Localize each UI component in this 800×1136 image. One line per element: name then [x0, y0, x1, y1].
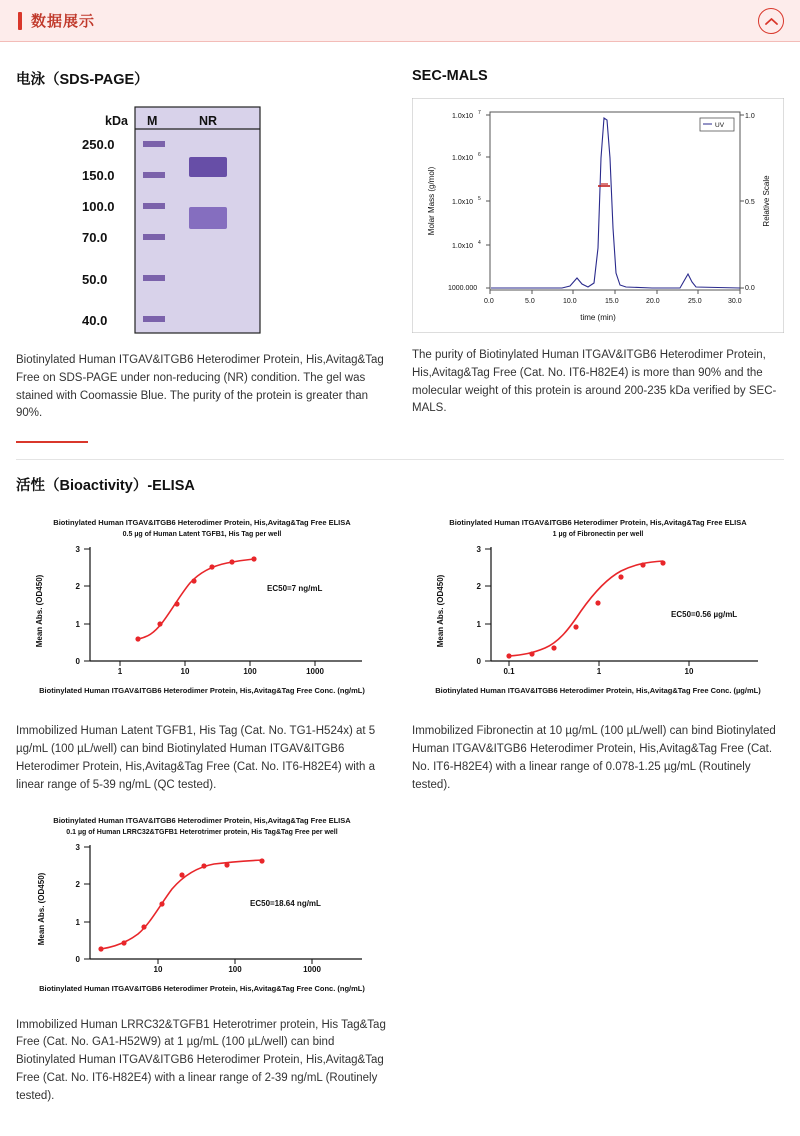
secmals-chart	[412, 98, 784, 333]
chart-title: Biotinylated Human ITGAV&ITGB6 Heterodimer Protein, His,Avitag&Tag Free ELISA	[449, 518, 747, 528]
svg-text:250.0: 250.0	[82, 137, 115, 152]
caption-elisa-fibronectin: Immobilized Fibronectin at 10 µg/mL (100 µL/well) can bind Biotinylated Human ITGAV&ITGB6 Heterodimer Protein, His,Avitag&Tag Free (Cat. No. IT6-H82E4) with a linear range of 0.078-1.25 µg/mL (Routinely tested).	[412, 725, 776, 791]
svg-text:100: 100	[228, 964, 242, 974]
svg-text:50.0: 50.0	[82, 272, 108, 287]
spacer-column	[412, 809, 784, 999]
elisa-chart-lrrc32	[22, 809, 382, 999]
svg-text:2: 2	[75, 879, 80, 889]
svg-text:10.0: 10.0	[563, 298, 577, 305]
title-accent-bar	[18, 12, 22, 30]
row-elisa-captions-top	[16, 723, 784, 794]
section-title-secmals: SEC-MALS	[412, 68, 488, 84]
svg-text:30.0: 30.0	[728, 298, 742, 305]
svg-text:NR: NR	[199, 114, 218, 128]
svg-text:1: 1	[75, 917, 80, 927]
chart-ylabel: Mean Abs. (OD450)	[436, 574, 445, 648]
caption-elisa-lrrc32: Immobilized Human LRRC32&TGFB1 Heterotrimer protein, His Tag&Tag Free (Cat. No. GA1-H52W9) at 1 µg/mL (100 µL/well) can bind Biotinylated Human ITGAV&ITGB6 Heterodimer Protein, His,Avitag&Tag Free (Cat. No. IT6-H82E4) with a linear range of 2-39 ng/mL (Routinely tested).	[16, 1018, 386, 1102]
svg-text:1000: 1000	[303, 964, 321, 974]
elisa-chart-fibronectin	[413, 511, 783, 701]
caption-electrophoresis: Biotinylated Human ITGAV&ITGB6 Heterodimer Protein, His,Avitag&Tag Free on SDS-PAGE under non-reducing (NR) condition. The gel was stained with Coomassie Blue. The purity of the protein is greater than 90%.	[16, 354, 384, 420]
svg-text:15.0: 15.0	[605, 298, 619, 305]
section-divider	[16, 441, 88, 443]
svg-text:1000.000: 1000.000	[448, 285, 478, 292]
svg-text:kDa: kDa	[105, 114, 128, 128]
svg-text:1: 1	[476, 620, 481, 630]
panel-content	[0, 42, 800, 1136]
svg-text:0.0: 0.0	[745, 285, 755, 292]
chart-subtitle: 1 µg of Fibronectin per well	[552, 531, 644, 539]
svg-text:1: 1	[117, 667, 123, 677]
svg-text:5.0: 5.0	[525, 298, 535, 305]
svg-text:UV: UV	[715, 122, 725, 129]
svg-text:3: 3	[75, 545, 80, 555]
gel-figure	[16, 103, 388, 338]
caption-elisa-tgfb1: Immobilized Human Latent TGFB1, His Tag (Cat. No. TG1-H524x) at 5 µg/mL (100 µL/well) can bind Biotinylated Human ITGAV&ITGB6 Heterodimer Protein, His,Avitag&Tag Free (Cat. No. IT6-H82E4) with a linear range of 5-39 ng/mL (QC tested).	[16, 725, 376, 791]
svg-text:1: 1	[596, 667, 602, 677]
svg-text:100.0: 100.0	[82, 199, 115, 214]
chart-xlabel: Biotinylated Human ITGAV&ITGB6 Heterodimer Protein, His,Avitag&Tag Free Conc. (ng/mL)	[39, 686, 365, 696]
secmals-figure	[412, 98, 784, 333]
svg-text:25.0: 25.0	[688, 298, 702, 305]
chart-title: Biotinylated Human ITGAV&ITGB6 Heterodimer Protein, His,Avitag&Tag Free ELISA	[53, 815, 351, 825]
svg-text:7: 7	[478, 110, 481, 116]
collapse-toggle-button[interactable]	[758, 8, 784, 34]
svg-text:0.5: 0.5	[745, 199, 755, 206]
elisa-block-tgfb1	[16, 511, 388, 701]
svg-text:1.0x10: 1.0x10	[452, 243, 474, 250]
svg-text:0.1: 0.1	[503, 667, 515, 677]
svg-text:0: 0	[75, 657, 80, 667]
svg-text:time (min): time (min)	[580, 313, 616, 322]
svg-text:40.0: 40.0	[82, 313, 108, 328]
elisa-chart-tgfb1	[22, 511, 382, 701]
row-elisa-charts-top	[16, 511, 784, 701]
section-title-bioactivity: 活性（Bioactivity）-ELISA	[16, 478, 195, 495]
svg-text:1.0: 1.0	[745, 113, 755, 120]
chart-title: Biotinylated Human ITGAV&ITGB6 Heterodimer Protein, His,Avitag&Tag Free ELISA	[53, 518, 351, 528]
chart-subtitle: 0.1 µg of Human LRRC32&TGFB1 Heterotrimer protein, His Tag&Tag Free per well	[66, 828, 338, 836]
sds-page-gel-image	[77, 103, 327, 338]
svg-text:10: 10	[684, 667, 694, 677]
svg-text:100: 100	[243, 667, 257, 677]
svg-text:1.0x10: 1.0x10	[452, 199, 474, 206]
chart-annotation: EC50=7 ng/mL	[267, 584, 323, 594]
row-electrophoresis-secmals	[16, 56, 784, 449]
svg-text:6: 6	[478, 152, 481, 158]
svg-text:0: 0	[476, 657, 481, 667]
svg-text:20.0: 20.0	[646, 298, 660, 305]
svg-text:1: 1	[75, 620, 80, 630]
chart-xlabel: Biotinylated Human ITGAV&ITGB6 Heterodimer Protein, His,Avitag&Tag Free Conc. (µg/mL)	[435, 686, 761, 696]
elisa-block-fibronectin	[412, 511, 784, 701]
row-elisa-caption-bottom	[16, 1017, 784, 1106]
chart-annotation: EC50=18.64 ng/mL	[250, 898, 321, 908]
row-elisa-chart-bottom	[16, 809, 784, 999]
svg-text:150.0: 150.0	[82, 168, 115, 183]
section-electrophoresis	[16, 56, 388, 449]
chevron-up-icon	[765, 17, 778, 26]
svg-text:0: 0	[75, 954, 80, 964]
svg-text:5: 5	[478, 196, 481, 202]
panel-header	[0, 0, 800, 42]
chart-ylabel: Mean Abs. (OD450)	[35, 574, 44, 648]
svg-text:3: 3	[75, 842, 80, 852]
svg-text:1.0x10: 1.0x10	[452, 155, 474, 162]
svg-text:Molar Mass (g/mol): Molar Mass (g/mol)	[427, 166, 436, 236]
svg-text:0.0: 0.0	[484, 298, 494, 305]
svg-text:70.0: 70.0	[82, 230, 108, 245]
section-secmals	[412, 56, 784, 449]
svg-text:4: 4	[478, 240, 481, 246]
svg-text:2: 2	[476, 582, 481, 592]
page-title: 数据展示	[31, 13, 96, 30]
svg-text:Relative Scale: Relative Scale	[762, 175, 771, 227]
chart-xlabel: Biotinylated Human ITGAV&ITGB6 Heterodimer Protein, His,Avitag&Tag Free Conc. (ng/mL)	[39, 983, 365, 993]
section-separator	[16, 459, 784, 460]
svg-text:1.0x10: 1.0x10	[452, 113, 474, 120]
elisa-block-lrrc32	[16, 809, 388, 999]
chart-annotation: EC50=0.56 µg/mL	[671, 610, 738, 620]
svg-text:M: M	[147, 114, 158, 128]
caption-secmals: The purity of Biotinylated Human ITGAV&ITGB6 Heterodimer Protein, His,Avitag&Tag Free (Cat. No. IT6-H82E4) is more than 90% and the molecular weight of this protein is around 200-235 kDa verified by SEC-MALS.	[412, 349, 777, 415]
spacer-column-2	[412, 1017, 784, 1106]
svg-text:2: 2	[75, 582, 80, 592]
svg-text:10: 10	[153, 964, 163, 974]
chart-ylabel: Mean Abs. (OD450)	[37, 872, 46, 945]
section-title-electrophoresis: 电泳（SDS-PAGE）	[16, 72, 149, 88]
svg-text:1000: 1000	[306, 667, 324, 677]
svg-text:10: 10	[180, 667, 190, 677]
chart-subtitle: 0.5 µg of Human Latent TGFB1, His Tag per well	[122, 531, 282, 539]
svg-text:3: 3	[476, 545, 481, 555]
